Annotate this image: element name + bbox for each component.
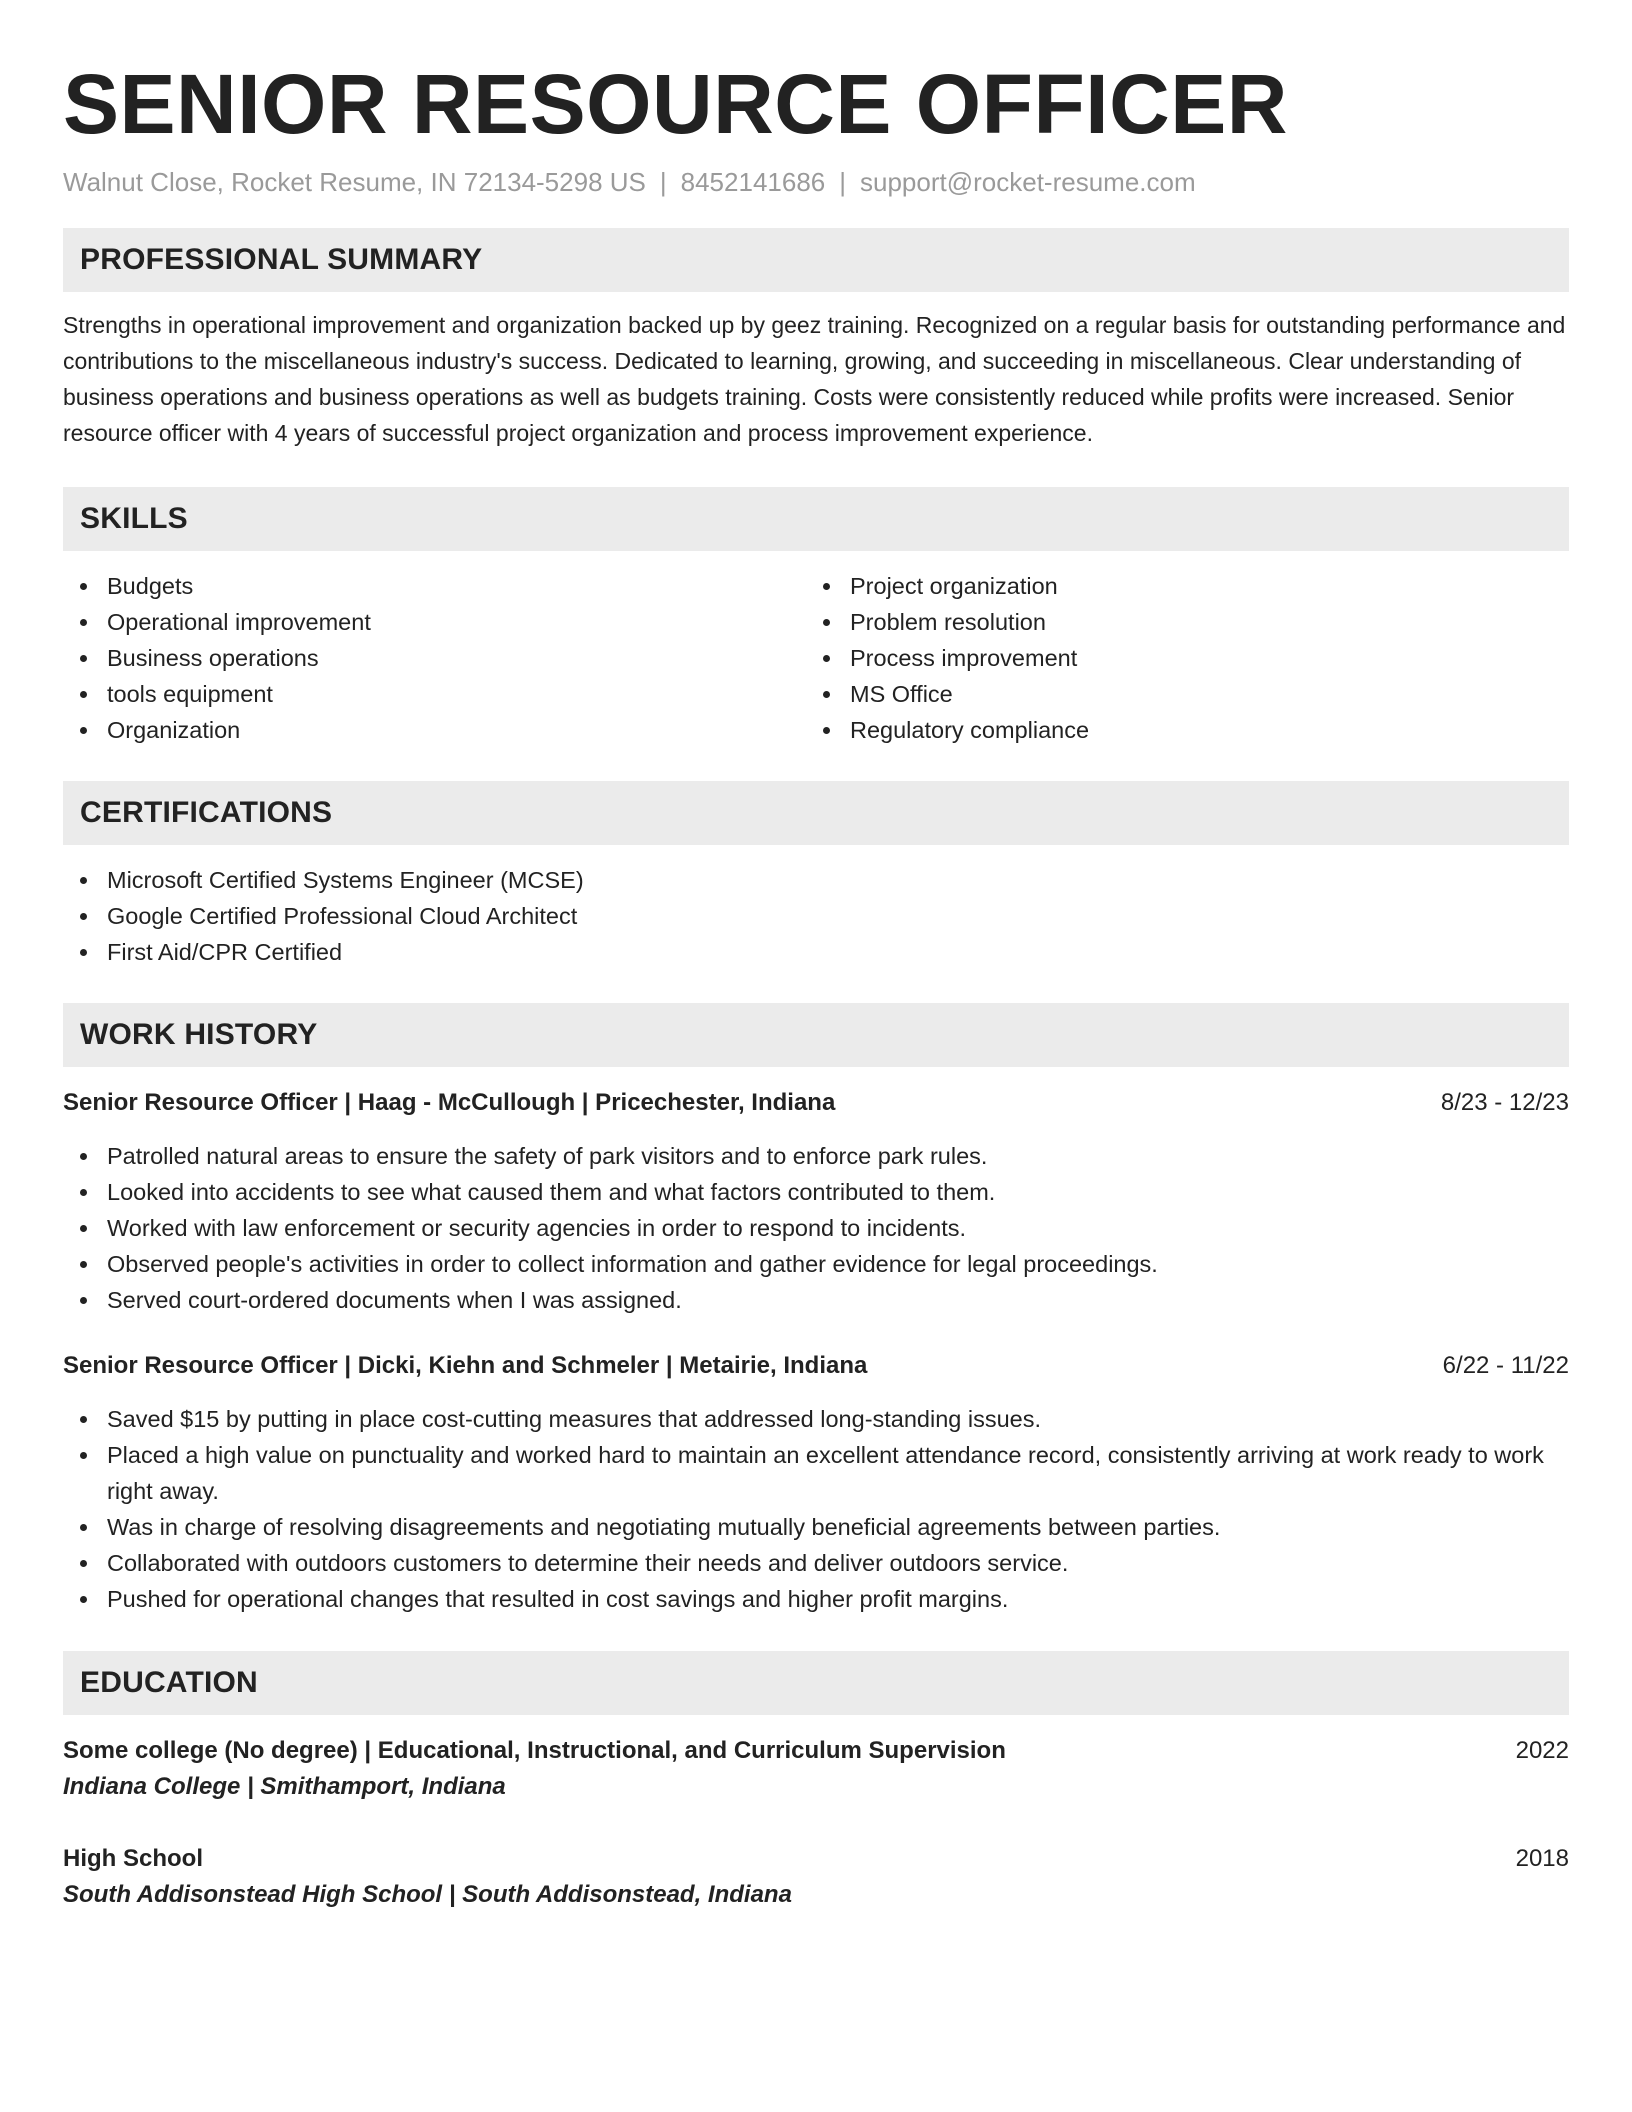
job-bullet: Looked into accidents to see what caused them and what factors contributed to them. — [63, 1174, 1569, 1210]
skill-item: Project organization — [806, 568, 1549, 604]
certification-item: Microsoft Certified Systems Engineer (MCSE) — [63, 862, 1569, 898]
skill-item: Business operations — [63, 640, 806, 676]
job-bullet: Patrolled natural areas to ensure the safety of park visitors and to enforce park rules. — [63, 1138, 1569, 1174]
job-bullet: Collaborated with outdoors customers to determine their needs and deliver outdoors service. — [63, 1545, 1569, 1581]
skills-section — [63, 487, 1569, 748]
contact-address: Walnut Close, Rocket Resume, IN 72134-5298 US — [63, 167, 646, 197]
education-institution: South Addisonstead High School | South Addisonstead, Indiana — [63, 1881, 792, 1908]
education-year: 2018 — [1515, 1845, 1569, 1872]
job-bullet: Pushed for operational changes that resulted in cost savings and higher profit margins. — [63, 1581, 1569, 1617]
summary-heading: PROFESSIONAL SUMMARY — [63, 228, 1569, 292]
resume-name: SENIOR RESOURCE OFFICER — [63, 57, 1288, 151]
skill-item: Organization — [63, 712, 806, 748]
work-history-section — [63, 1003, 1569, 1617]
certifications-heading: CERTIFICATIONS — [63, 781, 1569, 845]
job-header — [63, 1085, 1569, 1121]
job-bullet: Worked with law enforcement or security agencies in order to respond to incidents. — [63, 1210, 1569, 1246]
education-header — [63, 1841, 1569, 1877]
education-entry — [63, 1841, 1569, 1913]
skill-item: Regulatory compliance — [806, 712, 1549, 748]
job-bullet: Saved $15 by putting in place cost-cutting measures that addressed long-standing issues. — [63, 1401, 1569, 1437]
education-entry — [63, 1733, 1569, 1805]
certifications-list — [63, 862, 1569, 970]
skills-list-left — [63, 568, 806, 748]
job-dates: 8/23 - 12/23 — [1440, 1089, 1569, 1116]
contact-phone: 8452141686 — [680, 167, 826, 197]
contact-line — [63, 164, 1569, 206]
education-institution: Indiana College | Smithamport, Indiana — [63, 1773, 506, 1800]
job-bullet: Served court-ordered documents when I was assigned. — [63, 1282, 1569, 1318]
job-bullets — [63, 1401, 1569, 1617]
skill-item: Budgets — [63, 568, 806, 604]
skills-list-right — [806, 568, 1549, 748]
work-history-heading: WORK HISTORY — [63, 1003, 1569, 1067]
job-bullet: Observed people's activities in order to collect information and gather evidence for legal proceedings. — [63, 1246, 1569, 1282]
job-dates: 6/22 - 11/22 — [1442, 1352, 1569, 1379]
education-header — [63, 1733, 1569, 1769]
job-title: Senior Resource Officer | Dicki, Kiehn and Schmeler | Metairie, Indiana — [63, 1352, 868, 1379]
job-header — [63, 1348, 1569, 1384]
job-bullet: Was in charge of resolving disagreements and negotiating mutually beneficial agreements between parties. — [63, 1509, 1569, 1545]
skill-item: MS Office — [806, 676, 1549, 712]
contact-separator: | — [839, 167, 847, 197]
skill-item: Process improvement — [806, 640, 1549, 676]
job-title: Senior Resource Officer | Haag - McCullough | Pricechester, Indiana — [63, 1089, 836, 1116]
education-section — [63, 1651, 1569, 1913]
education-year: 2022 — [1515, 1737, 1569, 1764]
contact-email: support@rocket-resume.com — [860, 167, 1196, 197]
education-title: High School — [63, 1845, 203, 1872]
education-title: Some college (No degree) | Educational, Instructional, and Curriculum Supervision — [63, 1737, 1006, 1764]
certification-item: Google Certified Professional Cloud Architect — [63, 898, 1569, 934]
skills-grid — [63, 568, 1569, 748]
job-bullets — [63, 1138, 1569, 1318]
summary-text: Strengths in operational improvement and organization backed up by geez training. Recognized on a regular basis for outstanding performance and contributions to the miscellaneous industry's success. Dedicated to learning, growing, and succeeding in miscellaneous. Clear understanding of business operations and business operations as well as budgets training. Costs were consistently reduced while profits were increased. Senior resource officer with 4 years of successful project organization and process improvement experience. — [63, 312, 1566, 446]
education-heading: EDUCATION — [63, 1651, 1569, 1715]
skills-heading: SKILLS — [63, 487, 1569, 551]
skill-item: Operational improvement — [63, 604, 806, 640]
resume-page — [63, 54, 1569, 1913]
certification-item: First Aid/CPR Certified — [63, 934, 1569, 970]
summary-section — [63, 228, 1569, 451]
contact-separator: | — [659, 167, 667, 197]
skill-item: Problem resolution — [806, 604, 1549, 640]
skill-item: tools equipment — [63, 676, 806, 712]
job-entry — [63, 1348, 1569, 1617]
job-bullet: Placed a high value on punctuality and worked hard to maintain an excellent attendance record, consistently arriving at work ready to work right away. — [63, 1437, 1569, 1509]
certifications-section — [63, 781, 1569, 970]
job-entry — [63, 1085, 1569, 1318]
